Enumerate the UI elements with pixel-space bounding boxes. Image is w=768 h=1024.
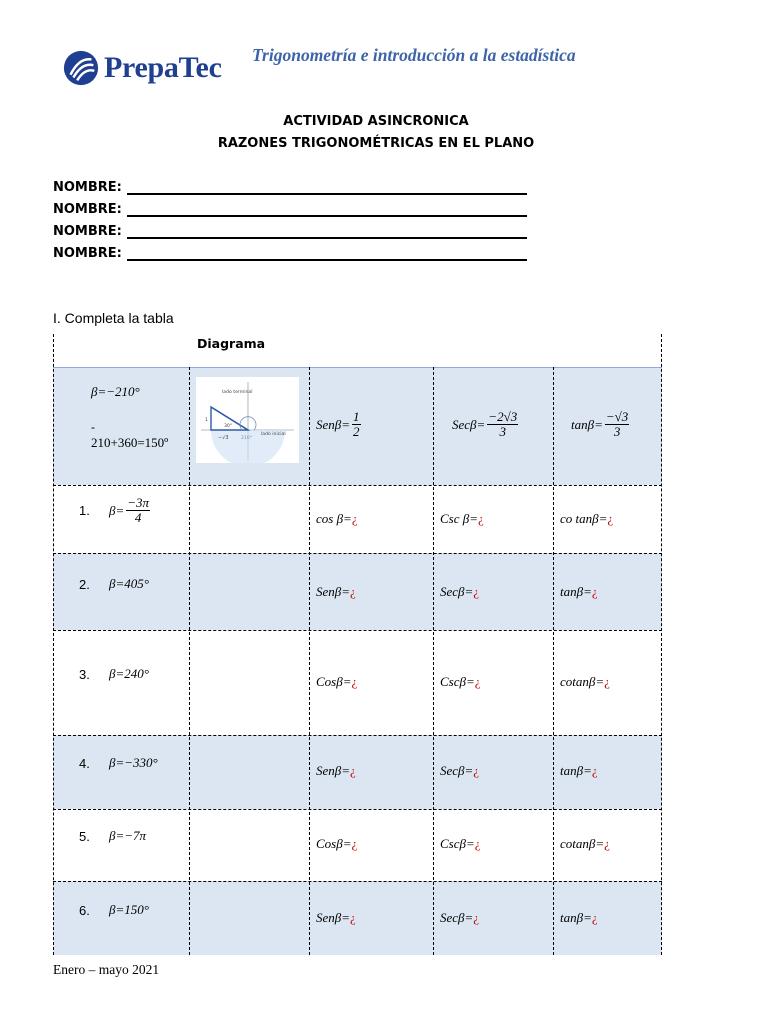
name-field[interactable] — [53, 180, 527, 195]
row-5-angle: 5. β=−7π — [79, 828, 147, 844]
col-divider — [553, 367, 554, 955]
row-3-f2[interactable]: Cscβ= ¿ — [440, 674, 481, 689]
diagram-header: Diagrama — [197, 336, 266, 351]
example-f3: tanβ= $\frac{-√3}{3}$ — [571, 409, 629, 439]
row-6-angle: 6. β=150° — [79, 902, 149, 918]
header-divider — [53, 367, 662, 368]
diagram-label-x: −√3 — [218, 435, 229, 441]
name-label: NOMBRE: — [53, 246, 122, 261]
name-label: NOMBRE: — [53, 180, 122, 195]
row-6-f2[interactable]: Secβ= ¿ — [440, 910, 480, 925]
logo-text: PrepaTec — [104, 51, 222, 84]
row-1-f2[interactable]: Csc β= ¿ — [440, 511, 484, 526]
name-line[interactable] — [127, 247, 527, 261]
row-4-angle: 4. β=−330° — [79, 755, 158, 771]
row-4-f3[interactable]: tanβ= ¿ — [560, 763, 598, 778]
col-divider — [433, 367, 434, 955]
row-3-f1[interactable]: Cosβ= ¿ — [316, 674, 358, 689]
row-5-f2[interactable]: Cscβ= ¿ — [440, 836, 481, 851]
row-divider — [53, 881, 662, 882]
instruction: I. Completa la tabla — [53, 310, 174, 326]
row-3-angle: 3. β=240° — [79, 666, 149, 682]
row-divider — [53, 630, 662, 631]
name-line[interactable] — [127, 203, 527, 217]
name-label: NOMBRE: — [53, 224, 122, 239]
col-divider — [189, 367, 190, 955]
col-divider — [309, 367, 310, 955]
footer-date: Enero – mayo 2021 — [53, 962, 160, 977]
example-dash: - — [91, 420, 95, 434]
row-4-f1[interactable]: Senβ= ¿ — [316, 763, 356, 778]
diagram-label-terminal: lado terminal — [222, 390, 253, 395]
example-diagram — [196, 377, 299, 463]
name-line[interactable] — [127, 181, 527, 195]
name-line[interactable] — [127, 225, 527, 239]
row-1-angle: 1. β= $\frac{-3\pi}{4}$ — [79, 495, 150, 525]
activity-title: ACTIVIDAD ASINCRONICA — [283, 114, 469, 129]
prepatec-logo — [62, 44, 222, 92]
name-field[interactable] — [53, 202, 527, 217]
prepatec-logo-icon — [62, 49, 100, 87]
row-divider — [53, 553, 662, 554]
row-3-f3[interactable]: cotanβ= ¿ — [560, 674, 610, 689]
example-f1: Senβ= $\frac{1}{2}$ — [316, 409, 360, 439]
example-calc: 210+360=150º — [91, 435, 169, 450]
row-1-f1[interactable]: cos β= ¿ — [316, 511, 358, 526]
diagram-label-angle: 30° — [224, 424, 233, 429]
row-2-angle: 2. β=405° — [79, 576, 149, 592]
table-border-right — [661, 334, 662, 955]
row-6-f1[interactable]: Senβ= ¿ — [316, 910, 356, 925]
row-5-f3[interactable]: cotanβ= ¿ — [560, 836, 610, 851]
diagram-label-y: 1 — [205, 418, 208, 423]
name-label: NOMBRE: — [53, 202, 122, 217]
row-1-f3[interactable]: co tanβ= ¿ — [560, 511, 614, 526]
course-title: Trigonometría e introducción a la estadística — [252, 45, 576, 65]
example-angle: β=−210° — [91, 384, 140, 399]
row-4-f2[interactable]: Secβ= ¿ — [440, 763, 480, 778]
name-field[interactable] — [53, 246, 527, 261]
example-f2: Secβ= $\frac{-2√3}{3}$ — [452, 409, 518, 439]
row-5-f1[interactable]: Cosβ= ¿ — [316, 836, 358, 851]
table-border-left — [53, 334, 54, 955]
row-2-f3[interactable]: tanβ= ¿ — [560, 584, 598, 599]
name-field[interactable] — [53, 224, 527, 239]
row-6-f3[interactable]: tanβ= ¿ — [560, 910, 598, 925]
activity-subtitle: RAZONES TRIGONOMÉTRICAS EN EL PLANO — [217, 136, 535, 151]
row-divider — [53, 735, 662, 736]
row-2-f1[interactable]: Senβ= ¿ — [316, 584, 356, 599]
diagram-label-measure: 210° — [241, 436, 253, 441]
row-divider — [53, 485, 662, 486]
trig-table — [53, 334, 662, 955]
row-2-f2[interactable]: Secβ= ¿ — [440, 584, 480, 599]
angle-diagram-icon — [196, 377, 299, 463]
row-divider — [53, 809, 662, 810]
diagram-label-initial: lado inicial — [261, 432, 286, 437]
